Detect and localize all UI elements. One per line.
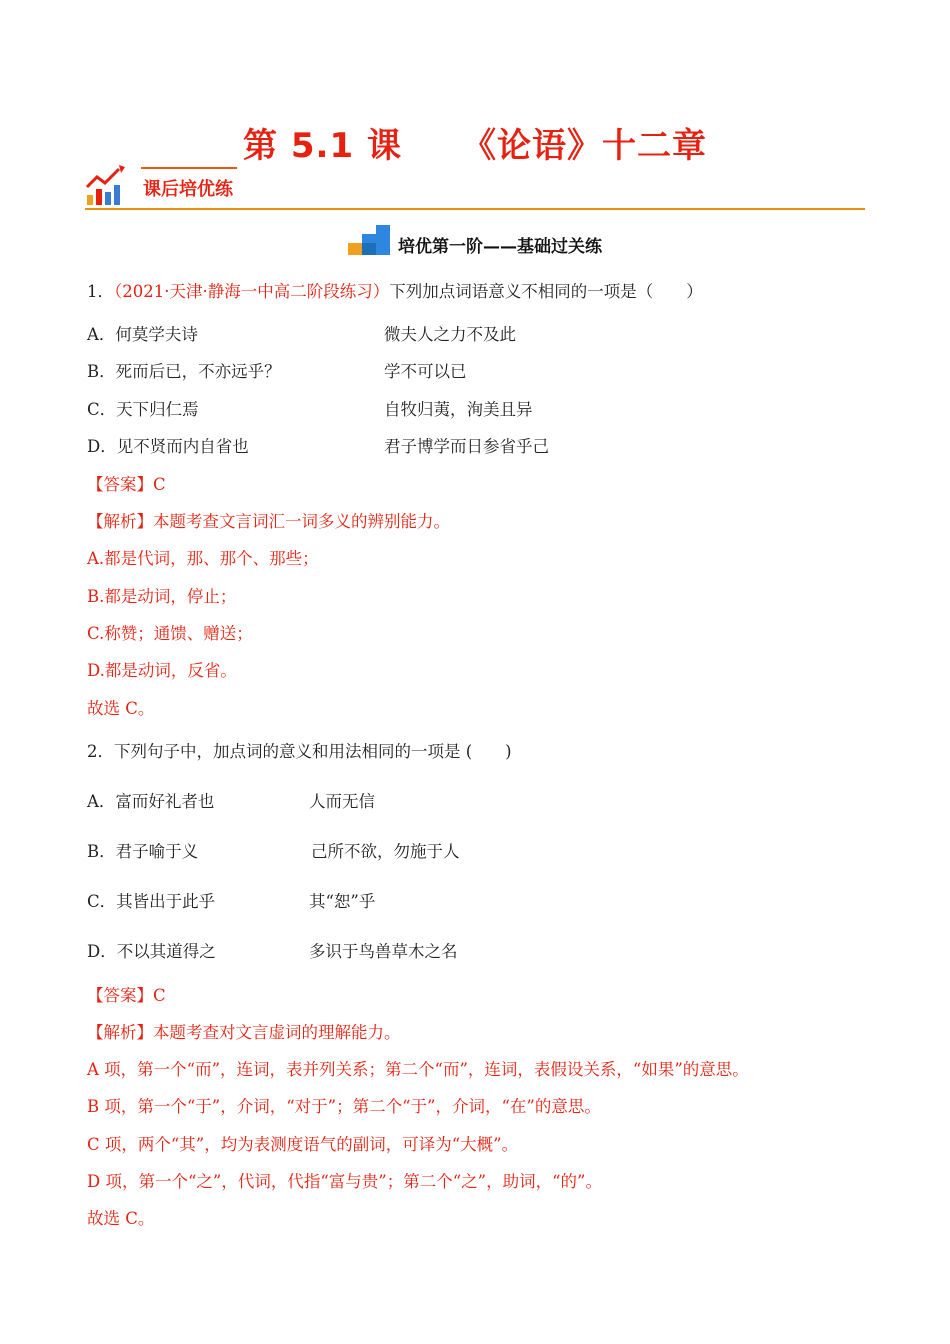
- q2-option-a: A．富而好礼者也 人而无信: [87, 792, 375, 811]
- q2-answer: 【答案】C: [87, 986, 166, 1005]
- q1-answer: 【答案】C: [87, 475, 166, 494]
- section-top-line: [141, 167, 237, 169]
- growth-chart-icon: [85, 165, 129, 207]
- q2-stem: 2．下列句子中，加点词的意义和用法相同的一项是 ( ): [87, 742, 512, 761]
- q2-analysis: 【解析】本题考查对文言虚词的理解能力。: [87, 1023, 401, 1042]
- q2-point-d: D 项，第一个“之”，代词，代指“富与贵”；第二个“之”，助词，“的”。: [87, 1172, 602, 1191]
- q1-option-b: B．死而后已，不亦远乎？ 学不可以已: [87, 362, 467, 381]
- q1-point-b: B.都是动词，停止；: [87, 587, 237, 606]
- subheading: [0, 222, 950, 259]
- q1-point-a: A.都是代词，那、那个、那些；: [87, 549, 319, 568]
- q1-stem: [87, 278, 703, 302]
- q1-point-c: C.称赞；通馈、赠送；: [87, 624, 253, 643]
- lesson-number: 第 5.1 课: [243, 126, 402, 166]
- q2-option-b: B．君子喻于义 己所不欲，勿施于人: [87, 842, 460, 861]
- subheading-text: 培优第一阶——基础过关练: [398, 237, 602, 257]
- q2-point-b: B 项，第一个“于”，介词，“对于”；第二个“于”，介词，“在”的意思。: [87, 1097, 601, 1116]
- q1-point-d: D.都是动词，反省。: [87, 661, 237, 680]
- page-title: [0, 118, 950, 167]
- q2-conclusion: 故选 C。: [87, 1209, 155, 1228]
- stairs-icon: [348, 225, 390, 255]
- q1-stem-text: 下列加点词语意义不相同的一项是（ ）: [389, 282, 703, 301]
- lesson-name: 《论语》十二章: [461, 126, 707, 166]
- q1-option-d: D．见不贤而内自省也 君子博学而日参省乎己: [87, 437, 549, 456]
- q2-option-d: D．不以其道得之 多识于鸟兽草木之名: [87, 942, 458, 961]
- q2-option-c: C．其皆出于此乎 其“恕”乎: [87, 892, 376, 911]
- section-label: 课后培优练: [143, 179, 233, 200]
- q1-source: （2021·天津·静海一中高二阶段练习）: [114, 282, 390, 301]
- section-header: [85, 163, 865, 213]
- q1-number: 1．: [87, 282, 114, 301]
- q2-point-c: C 项，两个“其”，均为表测度语气的副词，可译为“大概”。: [87, 1135, 519, 1154]
- q1-option-a: A．何莫学夫诗 微夫人之力不及此: [87, 325, 516, 344]
- q1-option-c: C．天下归仁焉 自牧归荑，洵美且异: [87, 400, 533, 419]
- q1-analysis: 【解析】本题考查文言词汇一词多义的辨别能力。: [87, 512, 450, 531]
- q1-conclusion: 故选 C。: [87, 699, 155, 718]
- section-divider: [85, 208, 865, 210]
- q2-point-a: A 项，第一个“而”，连词，表并列关系；第二个“而”，连词，表假设关系，“如果”的意思。: [87, 1060, 749, 1079]
